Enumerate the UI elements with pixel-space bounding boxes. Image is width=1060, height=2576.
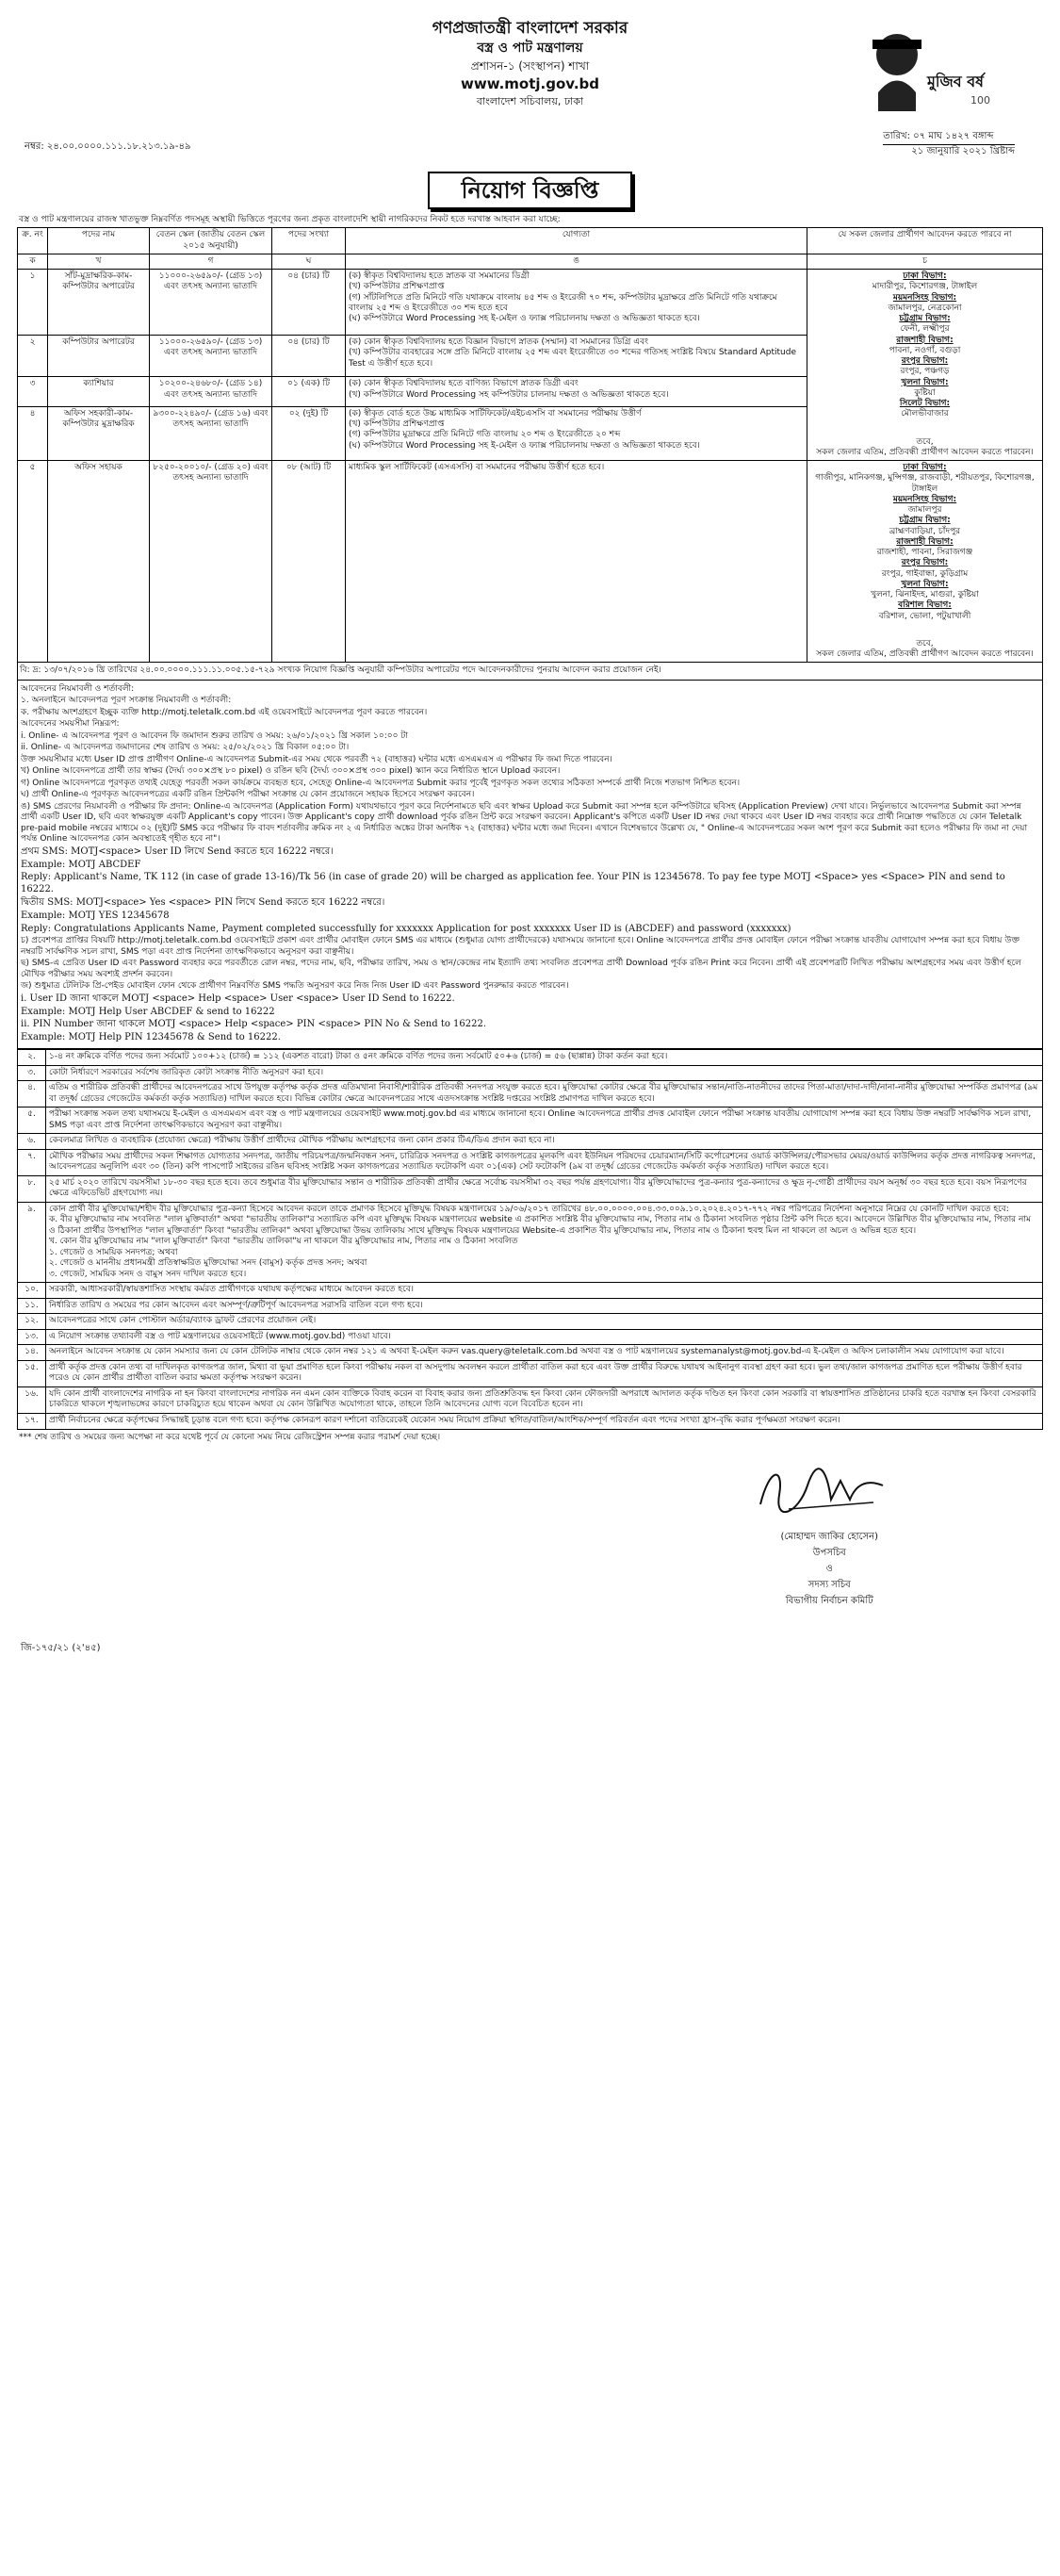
svg-text:100: 100 (970, 94, 990, 107)
rules-table (17, 1049, 1043, 1429)
instruction-line: ক. পরীক্ষায় অংশগ্রহণে ইচ্ছুক ব্যক্তি http://motj.teletalk.com.bd এই ওয়েবসাইটে আবেদনপত্র পূরণ করতে পারবেন। (21, 707, 428, 717)
table-row: ২ কম্পিউটার অপারেটর ১১০০০-২৬৫৯০/- (গ্রেড ১৩) এবং তৎসহ অন্যান্য ভাতাদি ০৪ (চার) টি (ক) কোন স্বীকৃত বিশ্ববিদ্যালয় হতে বিজ্ঞান বিভাগে স্নাতক (সম্মান) বা সমমানের ডিগ্রি এবং (খ) কম্পিউটার ব্যবহারের সঙ্গে প্রতি মিনিটে বাংলায় ২৫ শব্দ এবং ইংরেজীতে ৩০ শব্দের গতিসহ সংশ্লিষ্ট বিষয়ে Standard Aptitude Test এ উত্তীর্ণ হতে হবে। (18, 336, 1043, 377)
rule-row: ৮. ২৫ মার্চ ২০২০ তারিখে বয়সসীমা ১৮-৩০ বছর হতে হবে। তবে শুধুমাত্র বীর মুক্তিযোদ্ধার সন্তান ও শারীরিক প্রতিবন্ধী প্রার্থীর ক্ষেত্রে সর্বোচ্চ বয়সসীমা ৩২ বছর পর্যন্ত গ্রহণযোগ্য। বীর মুক্তিযোদ্ধাদের পুত্র-কন্যার পুত্র-কন্যাদের ও ক্ষুদ্র নৃ-গোষ্ঠী প্রার্থীদের বয়স অনূর্ধ্ব ৩০ বছর হতে হবে। বয়স নিরূপণের ক্ষেত্রে এফিডেভিট গ্রহণযোগ্য নয়। (18, 1175, 1043, 1202)
notice-title: নিয়োগ বিজ্ঞপ্তি (428, 172, 633, 209)
instruction-line: উক্ত সময়সীমার মধ্যে User ID প্রাপ্ত প্রার্থীগণ Online-এ আবেদনপত্র Submit-এর সময় থেকে পরবর্তী ৭২ (বাহাত্তর) ঘন্টার মধ্যে এসএমএস এ পরীক্ষার ফি জমা দিতে পারবেন। (21, 754, 612, 764)
rule-row: ১১. নির্ধারিত তারিখ ও সময়ের পর কোন আবেদন এবং অসম্পূর্ণ/ত্রুটিপূর্ণ আবেদনপত্র সরাসরি বাতিল বলে গণ্য হবে। (18, 1298, 1043, 1314)
col-header-post: পদের নাম (48, 228, 150, 254)
logo-text: মুজিব বর্ষ (927, 73, 984, 90)
rule-row: ১৪. অনলাইনে আবেদন সংক্রান্ত যে কোন সমস্যার জন্য যে কোন টেলিটক নাম্বার থেকে কোন নম্বর ১২১ এ অথবা ই-মেইল করুন vas.query@teletalk.com.bd অথবা বস্ত্র ও পাট মন্ত্রণালয়ের systemanalyst@motj.gov.bd-এ ই-মেইল ও অফিস চলাকালীন সময় যোগাযোগ করা যাবে। (18, 1345, 1043, 1361)
posts-table (17, 227, 1043, 663)
rule-row: ১৩. এ নিয়োগ সংক্রান্ত তথ্যাবলী বস্ত্র ও পাট মন্ত্রণালয়ের ওয়েবসাইটে (www.motj.gov.bd) পাওয়া যাবে। (18, 1329, 1043, 1345)
rule-row: ৭. মৌখিক পরীক্ষার সময় প্রার্থীদের সকল শিক্ষাগত যোগ্যতার সনদপত্র, জাতীয় পরিচয়পত্র/জন্মনিবন্ধন সনদ, চারিত্রিক সনদপত্র ও সংশ্লিষ্ট কাগজপত্রের মূলকপি এবং ইউনিয়ন পরিষদের চেয়ারম্যান/সিটি কর্পোরেশনের ওয়ার্ড কাউন্সিলর/পৌরসভার মেয়র/ওয়ার্ড কাউন্সিলর কর্তৃক প্রদত্ত নাগরিকত্ব সনদপত্র, আবেদনপত্রের অনুলিপি এবং ৩০ (তিন) কপি পাসপোর্ট সাইজের রঙিন ছবিসহ সংশ্লিষ্ট সকল কাগজপত্রের সত্যায়িত ফটোকপি এবং ০১(এক) সেট ফটোকপি (৯ম বা তদূর্ধ্ব গ্রেডের গেজেটেড কর্মকর্তা কর্তৃক সত্যায়িত) দাখিল করতে হবে। (18, 1149, 1043, 1175)
instruction-line: Example: MOTJ ABCDEF (21, 859, 141, 870)
rule-row: ১৭. প্রার্থী নির্বাচনের ক্ষেত্রে কর্তৃপক্ষের সিদ্ধান্তই চূড়ান্ত বলে গণ্য হবে। কর্তৃপক্ষ কোনরূপ কারণ দর্শানো ব্যতিরেকেই যেকোন সময় নিয়োগ প্রক্রিয়া স্থগিত/বাতিল/আংশিক/সম্পূর্ণ পরিবর্তন এবং পদের সংখ্যা হ্রাস-বৃদ্ধি করার পূর্ণক্ষমতা সংরক্ষণ করেন। (18, 1413, 1043, 1429)
instruction-line: ঙ) SMS প্রেরণের নিয়মাবলী ও পরীক্ষার ফি প্রদান: Online-এ আবেদনপত্র (Application Form) যথাযথভাবে পূরণ করে নির্দেশনামতে ছবি এবং স্বাক্ষর Upload করে Submit করা সম্পন্ন হলে কম্পিউটারে ছবিসহ (Application Preview) দেখা যাবে। নির্ভুলভাবে আবেদনপত্র Submit করা সম্পন্ন প্রার্থী একটি User ID, ছবি এবং স্বাক্ষরযুক্ত একটি Applicant's copy পাবেন। উক্ত Applicant's copy প্রার্থী download পূর্বক রঙিন প্রিন্ট করে সংরক্ষণ করবেন। Applicant's কপিতে একটি User ID নম্বর দেয়া থাকবে এবং User ID নম্বর ব্যবহার করে প্রার্থী নিম্নোক্ত পদ্ধতিতে যে কোন Teletalk pre-paid mobile নম্বরের মাধ্যমে ০২ (দুই)টি SMS করে পরীক্ষার ফি বাবদ শর্তাবলীর ক্রমিক নং ২ এ নির্ধারিত অঙ্কের টাকা অনধিক ৭২ (বাহাত্তর) ঘন্টার মধ্যে জমা দিবেন। এখানে বিশেষভাবে উল্লেখ্য যে, " Online-এ আবেদনপত্রের সকল অংশ পূরণ করে Submit করা হলেও পরীক্ষার ফি জমা না দেয়া পর্যন্ত Online আবেদনপত্র কোন অবস্থাতেই গৃহীত হবে না"। (21, 801, 1028, 845)
instruction-line: আবেদনের সময়সীমা নিম্নরূপ: (21, 719, 120, 730)
government-name: গণপ্রজাতন্ত্রী বাংলাদেশ সরকার (432, 19, 628, 38)
secretariat-address: বাংলাদেশ সচিবালয়, ঢাকা (476, 94, 584, 107)
instruction-line: i. Online- এ আবেদনপত্র পূরণ ও আবেদন ফি জমাদান শুরুর তারিখ ও সময়: ২৬/০১/২০২১ খ্রি সকাল ১০:০০ টা (21, 730, 408, 741)
col-header-districts: যে সকল জেলার প্রার্থীগণ আবেদন করতে পারবে না (807, 228, 1043, 254)
rule-row: ১৬. যদি কোন প্রার্থী বাংলাদেশের নাগরিক না হন কিংবা বাংলাদেশের নাগরিক নন এমন কোন ব্যক্তিকে বিবাহ করেন বা বিবাহ করার জন্য প্রতিশ্রুতিবদ্ধ হন কিংবা কোন ফৌজদারী অপরাধে আদালত কর্তৃক দণ্ডিত হন কিংবা কোন সরকারি বা স্বায়ত্তশাসিত প্রতিষ্ঠানের চাকরি হতে বরখাস্ত হন কিংবা বেসরকারি চাকরিতে থাকলে শৃঙ্খলাভঙ্গের কারণে চাকরিচ্যুত হয়ে থাকেন অথবা যে কোন উল্লিখিত অযোগ্যতা থাকে, তাহলে তিনি আবেদনের যোগ্য বলে বিবেচিত হবেন না। (18, 1386, 1043, 1413)
qualification-cell: মাধ্যমিক স্কুল সার্টিফিকেট (এসএসসি) বা সমমানের পরীক্ষায় উত্তীর্ণ হতে হবে। (346, 461, 807, 663)
document-code: জি-১৭৫/২১ (২'৪৫) (21, 1643, 101, 1654)
signatory-and: ও (825, 1563, 833, 1574)
instruction-line: খ) Online আবেদনপত্রে প্রার্থী তার স্বাক্ষর (দৈর্ঘ্য ৩০০×প্রস্থ ৮০ pixel) ও রঙিন ছবি (দৈর্ঘ্য ৩০০×প্রস্থ ৩০০ pixel) স্ক্যান করে নির্ধারিত স্থানে Upload করবেন। (21, 766, 561, 777)
districts-cell-1-4: ঢাকা বিভাগ: মাদারীপুর, কিশোরগঞ্জ, টাঙ্গাইল ময়মনসিংহ বিভাগ: জামালপুর, নেত্রকোনা চট্টগ্রাম বিভাগ: ফেনী, লক্ষ্মীপুর রাজশাহী বিভাগ: পাবনা, নওগাঁ, বগুড়া রংপুর বিভাগ: রংপুর, পঞ্চগড় খুলনা বিভাগ: কুষ্টিয়া সিলেট বিভাগ: মৌলভীবাজার তবে, সকল জেলার এতিম, প্রতিবন্ধী প্রার্থীগণ আবেদন করতে পারবেন। (807, 270, 1043, 461)
website-url: www.motj.gov.bd (460, 74, 600, 92)
ministry-name: বস্ত্র ও পাট মন্ত্রণালয় (477, 41, 583, 57)
signatory-committee: বিভাগীয় নির্বাচন কমিটি (785, 1595, 873, 1606)
rule-row: ৬. কেবলমাত্র লিখিত ও ব্যবহারিক (প্রযোজ্য ক্ষেত্রে) পরীক্ষায় উত্তীর্ণ প্রার্থীদের মৌখিক পরীক্ষায় অংশগ্রহণের জন্য কোন প্রকার টিএ/ডিএ প্রদান করা হবে না। (18, 1134, 1043, 1150)
handwritten-signature-icon (751, 1457, 892, 1523)
instruction-line: আবেদনের নিয়মাবলী ও শর্তাবলী: (21, 683, 135, 694)
table-row: ৩ ক্যাশিয়ার ১০২০০-২৪৬৮০/- (গ্রেড ১৪) এবং তৎসহ অন্যান্য ভাতাদি ০১ (এক) টি (ক) কোন স্বীকৃত বিশ্ববিদ্যালয় হতে বাণিজ্য বিভাগে স্নাতক ডিগ্রী এবং (খ) কম্পিউটারে Word Processing সহ কম্পিউটার চালনায় দক্ষতা ও অভিজ্ঞতা থাকতে হবে। (18, 377, 1043, 406)
districts-cell-5: ঢাকা বিভাগ: গাজীপুর, মানিকগঞ্জ, মুন্সিগঞ্জ, রাজবাড়ী, শরীয়তপুর, কিশোরগঞ্জ, টাঙ্গাইল ময়মনসিংহ বিভাগ: জামালপুর চট্টগ্রাম বিভাগ: ব্রাহ্মণবাড়িয়া, চাঁদপুর রাজশাহী বিভাগ: রাজশাহী, পাবনা, সিরাজগঞ্জ রংপুর বিভাগ: রংপুর, গাইবান্ধা, কুড়িগ্রাম খুলনা বিভাগ: খুলনা, ঝিনাইদহ, মাগুরা, কুষ্টিয়া বরিশাল বিভাগ: বরিশাল, ভোলা, পটুয়াখালী তবে, সকল জেলার এতিম, প্রতিবন্ধী প্রার্থীগণ আবেদন করতে পারবেন। (807, 461, 1043, 663)
instruction-line: ii. PIN Number জানা থাকলে MOTJ <space> Help <space> PIN <space> PIN No & Send to 16222. (21, 1019, 487, 1030)
signatory-block (780, 1529, 878, 1609)
letterhead (17, 11, 1043, 172)
date-block (883, 130, 1015, 158)
table-header-row (18, 228, 1043, 254)
qualification-cell: (ক) স্বীকৃত বোর্ড হতে উচ্চ মাধ্যমিক সার্টিফিকেট/এইচএসসি বা সমমানের পরীক্ষায় উত্তীর্ণ (খ) কম্পিউটার প্রশিক্ষণপ্রাপ্ত (গ) কম্পিউটার মুদ্রাক্ষরে প্রতি মিনিটে গতি বাংলায় ২০ শব্দ ও ইংরেজীতে ২০ শব্দ (ঘ) কম্পিউটারে Word Processing সহ ই-মেইল ও ফ্যাক্স পরিচালনায় দক্ষতা ও অভিজ্ঞতা থাকতে হবে। (346, 406, 807, 460)
instruction-line: চ) প্রবেশপত্র প্রাপ্তির বিষয়টি http://motj.teletalk.com.bd ওয়েবসাইটে প্রকাশ এবং প্রার্থীর মোবাইল ফোনে SMS এর মাধ্যমে (শুধুমাত্র যোগ্য প্রার্থীদেরকে) যথাসময়ে জানানো হবে। Online আবেদনপত্রে প্রার্থীর প্রদত্ত মোবাইল ফোনে পরীক্ষা সংক্রান্ত যাবতীয় যোগাযোগ সম্পন্ন করা হবে বিধায় উক্ত নম্বরটি সার্বক্ষণিক সচল রাখা, SMS পড়া এবং প্রাপ্ত নির্দেশনা তাৎক্ষণিকভাবে অনুসরণ করা বাঞ্ছনীয়। (21, 936, 1020, 957)
table-row: ৫ অফিস সহায়ক ৮২৫০-২০০১০/- (গ্রেড ২০) এবং তৎসহ অন্যান্য ভাতাদি ০৮ (আট) টি মাধ্যমিক স্কুল সার্টিফিকেট (এসএসসি) বা সমমানের পরীক্ষায় উত্তীর্ণ হতে হবে। ঢাকা বিভাগ: গাজীপুর, মানিকগঞ্জ, মুন্সিগঞ্জ, রাজবাড়ী, শরীয়তপুর, কিশোরগঞ্জ, টাঙ্গাইল ময়মনসিংহ বিভাগ: জামালপুর চট্টগ্রাম বিভাগ: ব্রাহ্মণবাড়িয়া, চাঁদপুর রাজশাহী বিভাগ: রাজশাহী, পাবনা, সিরাজগঞ্জ রংপুর বিভাগ: রংপুর, গাইবান্ধা, কুড়িগ্রাম খুলনা বিভাগ: খুলনা, ঝিনাইদহ, মাগুরা, কুষ্টিয়া বরিশাল বিভাগ: বরিশাল, ভোলা, পটুয়াখালী তবে, সকল জেলার এতিম, প্রতিবন্ধী প্রার্থীগণ আবেদন করতে পারবেন। (18, 461, 1043, 663)
rule-row: ৫. পরীক্ষা সংক্রান্ত সকল তথ্য যথাসময়ে ই-মেইল ও এসএমএস এবং বস্ত্র ও পাট মন্ত্রণালয়ের ওয়েবসাইট www.motj.gov.bd এর মাধ্যমে জানানো হবে। Online আবেদনপত্রে প্রার্থীর প্রদত্ত মোবাইল ফোনে পরীক্ষা সংক্রান্ত যাবতীয় যোগাযোগ সম্পন্ন করা হবে বিধায় উক্ত নম্বরটি সার্বক্ষণিক সচল রাখা, SMS পড়া এবং প্রাপ্ত নির্দেশনা তাৎক্ষণিকভাবে অনুসরণ করা বাঞ্ছনীয়। (18, 1108, 1043, 1134)
deadline-advice: *** শেষ তারিখ ও সময়ের জন্য অপেক্ষা না করে যথেষ্ট পূর্বে যে কোনো সময় নিয়ে রেজিস্ট্রেশন সম্পন্ন করার পরামর্শ দেয়া হচ্ছে। (19, 1432, 441, 1442)
instruction-line: i. User ID জানা থাকলে MOTJ <space> Help <space> User <space> User ID Send to 16222. (21, 993, 455, 1004)
intro-text: বস্ত্র ও পাট মন্ত্রণালয়ের রাজস্ব খাতভুক্ত নিম্নবর্ণিত পদসমূহ অস্থায়ী ভিত্তিতে পূরণের জন্য প্রকৃত বাংলাদেশি স্থায়ী নাগরিকদের নিকট হতে দরখাস্ত আহবান করা যাচ্ছে: (19, 215, 561, 224)
instruction-line: ১. অনলাইনে আবেদনপত্র পূরণ সংক্রান্ত নিয়মাবলী ও শর্তাবলী: (21, 696, 232, 706)
signatory-role: সদস্য সচিব (807, 1579, 851, 1590)
qualification-cell: (ক) কোন স্বীকৃত বিশ্ববিদ্যালয় হতে বিজ্ঞান বিভাগে স্নাতক (সম্মান) বা সমমানের ডিগ্রি এবং (খ) কম্পিউটার ব্যবহারের সঙ্গে প্রতি মিনিটে বাংলায় ২৫ শব্দ এবং ইংরেজীতে ৩০ শব্দের গতিসহ সংশ্লিষ্ট বিষয়ে Standard Aptitude Test এ উত্তীর্ণ হতে হবে। (346, 336, 807, 377)
date-label: তারিখ: (883, 131, 910, 141)
signature-area (17, 1446, 1043, 1672)
instruction-line: Reply: Congratulations Applicants Name, Payment completed successfully for xxxxxxx Application for post xxxxxxx User ID is (ABCDEF) and password (xxxxxxx) (21, 923, 791, 934)
rule-row: ১০. সরকারী, আধাসরকারী/স্বায়ত্তশাসিত সংস্থায় কর্মরত প্রার্থীগণকে যথাযথ কর্তৃপক্ষের মাধ্যমে আবেদন করতে হবে। (18, 1283, 1043, 1299)
table-row: ১ সাঁট-মুদ্রাক্ষরিক-কাম-কম্পিউটার অপারেটর ১১০০০-২৬৫৯০/- (গ্রেড ১৩) এবং তৎসহ অন্যান্য ভাতাদি ০৪ (চার) টি (ক) স্বীকৃত বিশ্ববিদ্যালয় হতে স্নাতক বা সমমানের ডিগ্রী (খ) কম্পিউটার প্রশিক্ষণপ্রাপ্ত (গ) সাঁটলিপিতে প্রতি মিনিটে গতি যথাক্রমে বাংলায় ৪৫ শব্দ ও ইংরেজী ৭০ শব্দ, কম্পিউটার মুদ্রাক্ষরে প্রতি মিনিটে গতি যথাক্রমে বাংলায় ২৫ শব্দ ও ইংরেজীতে ৩০ শব্দ হতে হবে (ঘ) কম্পিউটারে Word Processing সহ ই-মেইল ও ফ্যাক্স পরিচালনায় দক্ষতা ও অভিজ্ঞতা থাকতে হবে। ঢাকা বিভাগ: মাদারীপুর, কিশোরগঞ্জ, টাঙ্গাইল ময়মনসিংহ বিভাগ: জামালপুর, নেত্রকোনা চট্টগ্রাম বিভাগ: ফেনী, লক্ষ্মীপুর রাজশাহী বিভাগ: পাবনা, নওগাঁ, বগুড়া রংপুর বিভাগ: রংপুর, পঞ্চগড় খুলনা বিভাগ: কুষ্টিয়া সিলেট বিভাগ: মৌলভীবাজার তবে, সকল জেলার এতিম, প্রতিবন্ধী প্রার্থীগণ আবেদন করতে পারবেন। (18, 270, 1043, 336)
signatory-name: (মোহাম্মদ জাকির হোসেন) (780, 1531, 878, 1542)
instruction-line: প্রথম SMS: MOTJ<space> User ID লিখে Send করতে হবে 16222 নম্বরে। (21, 845, 334, 857)
date-bangla: ০৭ মাঘ ১৪২৭ বঙ্গাব্দ (913, 131, 994, 141)
col-header-qualification: যোগ্যতা (346, 228, 807, 254)
rule-row: ৩. কোটা নির্ধারণে সরকারের সর্বশেষ জারিকৃত কোটা সংক্রান্ত নীতি অনুসরণ করা হবে। (18, 1065, 1043, 1081)
col-header-count: পদের সংখ্যা (272, 228, 346, 254)
date-gregorian: ২১ জানুয়ারি ২০২১ খ্রিষ্টাব্দ (911, 145, 1015, 156)
instruction-line: গ) Online আবেদনপত্রে পূরণকৃত তথ্যই যেহেতু পরবর্তী সকল কার্যক্রমে ব্যবহৃত হবে, সেহেতু Online-এ আবেদনপত্র Submit করার পূর্বেই পূরণকৃত সকল তথ্যের সঠিকতা সম্পর্কে প্রার্থী নিজে শতভাগ নিশ্চিত হবেন। (21, 778, 741, 788)
rule-row: ১৫. প্রার্থী কর্তৃক প্রদত্ত কোন তথ্য বা দাখিলকৃত কাগজপত্র জাল, মিথ্যা বা ভুয়া প্রমাণিত হলে কিংবা পরীক্ষায় নকল বা অসদুপায় অবলম্বন করলে প্রার্থীতা বাতিল করা হবে এবং উক্ত প্রার্থীর বিরুদ্ধে যথাযথ আইনানুগ ব্যবস্থা গ্রহণ করা হবে। ভুল তথ্য/জাল কাগজপত্র প্রমাণিত হলে পরীক্ষায় উত্তীর্ণ হবার পরেও যে কোন প্রার্থীর প্রার্থীতা বাতিল করার ক্ষমতা কর্তৃপক্ষ সংরক্ষণ করেন। (18, 1360, 1043, 1386)
instruction-line: ছ) SMS-এ প্রেরিত User ID এবং Password ব্যবহার করে পরবর্তীতে রোল নম্বর, পদের নাম, ছবি, পরীক্ষার তারিখ, সময় ও স্থান/কেন্দ্রের নাম ইত্যাদি তথ্য সংবলিত প্রবেশপত্র প্রার্থী Download পূর্বক রঙিন Print করে নিবেন। প্রার্থী এই প্রবেশপত্রটি লিখিত পরীক্ষায় অংশগ্রহণের সময় এবং উত্তীর্ণ হলে মৌখিক পরীক্ষার সময় অবশ্যই প্রদর্শন করবেন। (21, 959, 1021, 979)
special-note: বি: দ্র: ১৩/০৭/২০১৬ খ্রি তারিখের ২৪.০০.০০০০.১১১.১১.০০৫.১৫-৭২৯ সংখ্যক নিয়োগ বিজ্ঞপ্তি অনুযায়ী কম্পিউটার অপারেটর পদে আবেদনকারীদের পুনরায় আবেদন করার প্রয়োজন নেই। (17, 663, 1043, 680)
instruction-line: Example: MOTJ YES 12345678 (21, 910, 170, 921)
table-letter-row: ক খ গ ঘ ঙ চ (18, 254, 1043, 269)
rule-row: ১২. আবেদনপত্রের সাথে কোন পোস্টাল অর্ডার/ব্যাংক ড্রাফট প্রেরণের প্রয়োজন নেই। (18, 1314, 1043, 1330)
qualification-cell: (ক) স্বীকৃত বিশ্ববিদ্যালয় হতে স্নাতক বা সমমানের ডিগ্রী (খ) কম্পিউটার প্রশিক্ষণপ্রাপ্ত (গ) সাঁটলিপিতে প্রতি মিনিটে গতি যথাক্রমে বাংলায় ৪৫ শব্দ ও ইংরেজী ৭০ শব্দ, কম্পিউটার মুদ্রাক্ষরে প্রতি মিনিটে গতি যথাক্রমে বাংলায় ২৫ শব্দ ও ইংরেজীতে ৩০ শব্দ হতে হবে (ঘ) কম্পিউটারে Word Processing সহ ই-মেইল ও ফ্যাক্স পরিচালনায় দক্ষতা ও অভিজ্ঞতা থাকতে হবে। (346, 270, 807, 336)
instruction-line: Example: MOTJ Help User ABCDEF & send to 16222 (21, 1006, 275, 1017)
table-row: ৪ অফিস সহকারী-কাম-কম্পিউটার মুদ্রাক্ষরিক ৯৩০০-২২৪৯০/- (গ্রেড ১৬) এবং তৎসহ অন্যান্য ভাতাদি ০২ (দুই) টি (ক) স্বীকৃত বোর্ড হতে উচ্চ মাধ্যমিক সার্টিফিকেট/এইচএসসি বা সমমানের পরীক্ষায় উত্তীর্ণ (খ) কম্পিউটার প্রশিক্ষণপ্রাপ্ত (গ) কম্পিউটার মুদ্রাক্ষরে প্রতি মিনিটে গতি বাংলায় ২০ শব্দ ও ইংরেজীতে ২০ শব্দ (ঘ) কম্পিউটারে Word Processing সহ ই-মেইল ও ফ্যাক্স পরিচালনায় দক্ষতা ও অভিজ্ঞতা থাকতে হবে। (18, 406, 1043, 460)
col-header-scale: বেতন স্কেল (জাতীয় বেতন স্কেল ২০১৫ অনুযায়ী) (150, 228, 272, 254)
memo-number: নম্বর: ২৪.০০.০০০০.১১১.১৮.২১৩.১৯-৪৯ (24, 141, 191, 152)
instruction-line: Example: MOTJ Help PIN 12345678 & Send to 16222. (21, 1032, 281, 1043)
instruction-line: Reply: Applicant's Name, TK 112 (in case of grade 13-16)/Tk 56 (in case of grade 20) will be charged as application fee. Your PIN is 12345678. To pay fee type MOTJ <Space> yes <Space> PIN and send to 16222. (21, 872, 1005, 895)
mujib-borsho-logo-icon (859, 17, 996, 116)
instruction-line: জ) শুধুমাত্র টেলিটক প্রি-পেইড মোবাইল ফোন থেকে প্রার্থীগণ নিম্নবর্ণিত SMS পদ্ধতি অনুসরণ করে নিজ নিজ User ID এবং Password পুনরুদ্ধার করতে পারবেন। (21, 981, 569, 992)
instructions-section (17, 681, 1043, 1050)
signatory-designation: উপসচিব (812, 1547, 846, 1558)
instruction-line: ii. Online- এ আবেদনপত্র জমাদানের শেষ তারিখ ও সময়: ২৫/০২/২০২১ খ্রি বিকাল ০৫:০০ টা। (21, 743, 350, 753)
col-header-sl: ক্র. নং (18, 228, 48, 254)
instruction-line: ঘ) প্রার্থী Online-এ পূরণকৃত আবেদনপত্রের একটি রঙিন প্রিন্টকপি পরীক্ষা সংক্রান্ত যে কোন প্রয়োজনে সহায়ক হিসেবে সংরক্ষণ করবেন। (21, 790, 475, 800)
qualification-cell: (ক) কোন স্বীকৃত বিশ্ববিদ্যালয় হতে বাণিজ্য বিভাগে স্নাতক ডিগ্রী এবং (খ) কম্পিউটারে Word Processing সহ কম্পিউটার চালনায় দক্ষতা ও অভিজ্ঞতা থাকতে হবে। (346, 377, 807, 406)
rule-row: ২. ১-৪ নং ক্রমিকে বর্ণিত পদের জন্য সর্বমোট ১০০+১২ (চার্জ) = ১১২ (একশত বারো) টাকা ও ৫নং ক্রমিকে বর্ণিত পদের জন্য সর্বমোট ৫০+৬ (চার্জ) = ৫৬ (ছাপ্পান্ন) টাকা কর্তন করা হবে। (18, 1050, 1043, 1066)
rule-row: ৪. এতিম ও শারীরিক প্রতিবন্ধী প্রার্থীদের আবেদনপত্রের সাথে উপযুক্ত কর্তৃপক্ষ কর্তৃক প্রদত্ত এতিমখানা নিবাসী/শারীরিক প্রতিবন্ধী সনদপত্র সংযুক্ত করতে হবে। মুক্তিযোদ্ধা কোটার ক্ষেত্রে বীর মুক্তিযোদ্ধার সন্তান/নাতি-নাতনীদের তাদের পিতা-মাতা/দাদা-দাদী/নানা-নানীর মুক্তিযোদ্ধা সম্পর্কিত প্রমাণপত্র (৯ম বা তদূর্ধ্ব গ্রেডের গেজেটেড কর্মকর্তা কর্তৃক সত্যায়িত) দাখিল করতে হবে। বিভিন্ন কোটার ক্ষেত্রে আবেদনপত্রের সাথে এতদসংক্রান্ত সংশ্লিষ্ট দপ্তরের সংশ্লিষ্ট প্রমাণপত্র দাখিল করতে হবে। (18, 1081, 1043, 1108)
instruction-line: দ্বিতীয় SMS: MOTJ<space> Yes <space> PIN লিখে Send করতে হবে 16222 নম্বরে। (21, 896, 385, 908)
rule-row: ৯. কোন প্রার্থী বীর মুক্তিযোদ্ধা/শহীদ বীর মুক্তিযোদ্ধার পুত্র-কন্যা হিসেবে আবেদন করলে তাকে প্রমাণক হিসেবে মুক্তিযুদ্ধ বিষয়ক মন্ত্রণালয়ের ১৯/০৬/২০১৭ তারিখের ৪৮.০০.০০০০.০০৪.৩৩.০০৯.১০.২০২৪.২০১৭-৭৭২ নম্বর পরিপত্রের নির্দেশনা অনুসারে নিম্নের যে কোনটি দাখিল করতে হবে: ক. বীর মুক্তিযোদ্ধার নাম সংবলিত "লাল মুক্তিবার্তা" অথবা "ভারতীয় তালিকা"র সত্যায়িত কপি এবং মুক্তিযুদ্ধ বিষয়ক মন্ত্রণালয়ের website এ প্রকাশিত সংশ্লিষ্ট বীর মুক্তিযোদ্ধার নাম, পিতার নাম ও ঠিকানা সংবলিত পৃষ্ঠার প্রিন্ট কপি দিতে হবে। আবেদনে উল্লিখিত বীর মুক্তিযোদ্ধার নাম, পিতার নাম ও ঠিকানা প্রার্থীর উপস্থাপিত "লাল মুক্তিবার্তা" কিংবা "ভারতীয় তালিকা" অথবা মুক্তিযোদ্ধা উভয় তালিকায় সাথে মুক্তিযুদ্ধ বিষয়ক মন্ত্রণালয়ের Website-এ প্রকাশিত বীর মুক্তিযোদ্ধার নাম, পিতার নাম ও ঠিকানা হুবহু মিল না থাকলে তা অচল ও অভিন্ন হতে হবে। খ. কোন বীর মুক্তিযোদ্ধার নাম "লাল মুক্তিবার্তা" কিংবা "ভারতীয় তালিকা"য় না থাকলে বীর মুক্তিযোদ্ধার নাম, পিতার নাম ও ঠিকানা সংবলিত ১. গেজেট ও সাময়িক সনদপত্র; অথবা ২. গেজেট ও মাননীয় প্রধানমন্ত্রী প্রতিস্বাক্ষরিত মুক্তিযোদ্ধা সনদ (বামুস) কর্তৃক প্রদত্ত সনদ; অথবা ৩. গেজেট, সাময়িক সনদ ও বামুস সনদ দাখিল করতে হবে। (18, 1202, 1043, 1283)
branch-name: প্রশাসন-১ (সংস্থাপন) শাখা (470, 58, 590, 73)
